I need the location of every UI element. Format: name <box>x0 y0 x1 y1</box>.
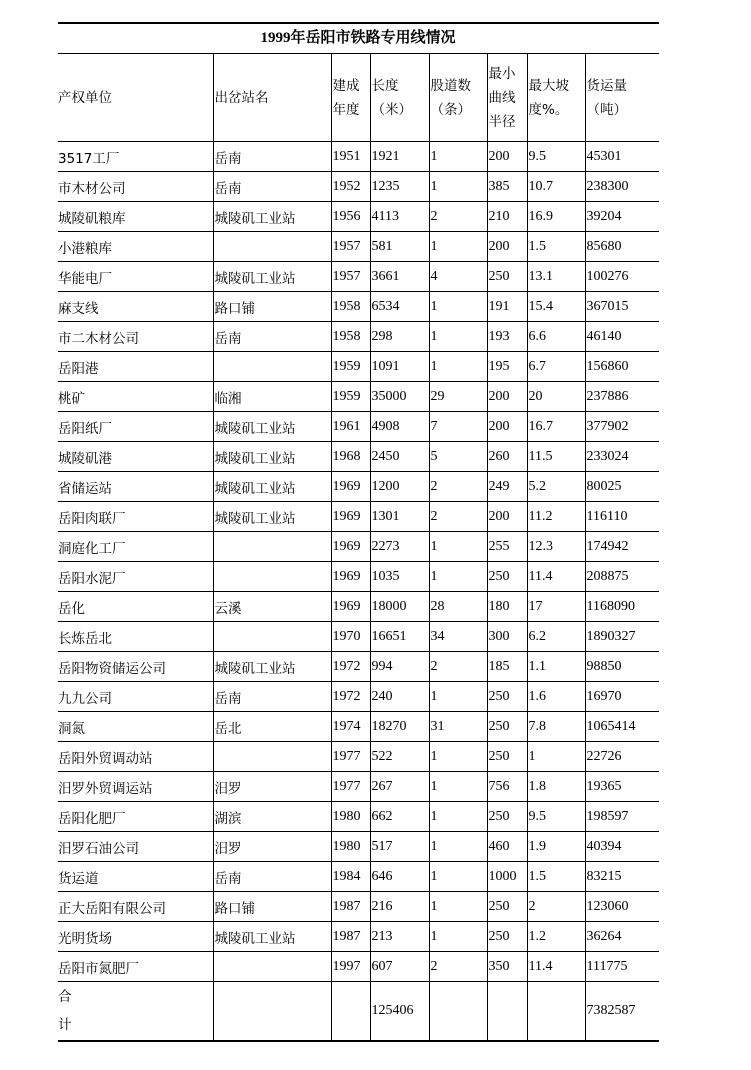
cell-station: 汨罗 <box>213 832 331 862</box>
cell-unit: 汨罗石油公司 <box>58 832 213 862</box>
total-empty-cell <box>487 982 527 1042</box>
cell-year: 1961 <box>331 412 370 442</box>
cell-slope: 6.7 <box>527 352 585 382</box>
cell-year: 1972 <box>331 682 370 712</box>
cell-station: 城陵矶工业站 <box>213 502 331 532</box>
cell-tracks: 2 <box>429 502 487 532</box>
cell-length: 2450 <box>370 442 429 472</box>
cell-tracks: 1 <box>429 532 487 562</box>
total-label <box>58 982 213 1042</box>
cell-freight: 83215 <box>585 862 659 892</box>
cell-radius: 250 <box>487 802 527 832</box>
cell-freight: 156860 <box>585 352 659 382</box>
cell-tracks: 1 <box>429 142 487 172</box>
cell-year: 1952 <box>331 172 370 202</box>
cell-tracks: 1 <box>429 352 487 382</box>
cell-station: 城陵矶工业站 <box>213 262 331 292</box>
cell-tracks: 2 <box>429 652 487 682</box>
cell-station: 临湘 <box>213 382 331 412</box>
cell-radius: 200 <box>487 232 527 262</box>
total-label-text: 合计 <box>58 989 72 1033</box>
cell-tracks: 1 <box>429 832 487 862</box>
cell-unit: 岳阳纸厂 <box>58 412 213 442</box>
cell-freight: 80025 <box>585 472 659 502</box>
cell-tracks: 4 <box>429 262 487 292</box>
cell-unit: 岳阳化肥厂 <box>58 802 213 832</box>
cell-tracks: 1 <box>429 682 487 712</box>
cell-slope: 1.5 <box>527 862 585 892</box>
cell-year: 1959 <box>331 352 370 382</box>
header-unit: 产权单位 <box>58 54 213 142</box>
table-row <box>58 532 659 562</box>
cell-slope: 9.5 <box>527 142 585 172</box>
cell-year: 1980 <box>331 832 370 862</box>
table-row <box>58 952 659 982</box>
cell-length: 1035 <box>370 562 429 592</box>
cell-slope: 11.5 <box>527 442 585 472</box>
cell-unit: 市木材公司 <box>58 172 213 202</box>
cell-unit: 岳阳外贸调动站 <box>58 742 213 772</box>
cell-unit: 岳阳肉联厂 <box>58 502 213 532</box>
cell-slope: 10.7 <box>527 172 585 202</box>
cell-unit: 长炼岳北 <box>58 622 213 652</box>
cell-radius: 350 <box>487 952 527 982</box>
cell-length: 216 <box>370 892 429 922</box>
cell-station <box>213 622 331 652</box>
cell-year: 1969 <box>331 472 370 502</box>
header-tracks: 股道数（条） <box>429 54 487 142</box>
cell-radius: 250 <box>487 682 527 712</box>
cell-station <box>213 952 331 982</box>
cell-radius: 250 <box>487 712 527 742</box>
cell-station: 岳南 <box>213 862 331 892</box>
table-row <box>58 322 659 352</box>
header-length: 长度（米） <box>370 54 429 142</box>
cell-tracks: 5 <box>429 442 487 472</box>
cell-year: 1958 <box>331 322 370 352</box>
cell-tracks: 1 <box>429 862 487 892</box>
cell-station: 岳北 <box>213 712 331 742</box>
cell-radius: 260 <box>487 442 527 472</box>
cell-radius: 180 <box>487 592 527 622</box>
cell-station: 岳南 <box>213 172 331 202</box>
table-row <box>58 232 659 262</box>
cell-slope: 17 <box>527 592 585 622</box>
cell-freight: 111775 <box>585 952 659 982</box>
cell-unit: 光明货场 <box>58 922 213 952</box>
cell-length: 1235 <box>370 172 429 202</box>
cell-radius: 250 <box>487 262 527 292</box>
cell-slope: 1.6 <box>527 682 585 712</box>
cell-station: 城陵矶工业站 <box>213 202 331 232</box>
table-row <box>58 442 659 472</box>
cell-station <box>213 232 331 262</box>
cell-length: 1091 <box>370 352 429 382</box>
cell-radius: 460 <box>487 832 527 862</box>
cell-length: 4908 <box>370 412 429 442</box>
cell-slope: 13.1 <box>527 262 585 292</box>
table-row <box>58 892 659 922</box>
cell-radius: 250 <box>487 562 527 592</box>
table-title: 1999年岳阳市铁路专用线情况 <box>260 30 456 46</box>
cell-station: 城陵矶工业站 <box>213 442 331 472</box>
cell-slope: 11.4 <box>527 562 585 592</box>
header-freight: 货运量（吨） <box>585 54 659 142</box>
cell-unit: 货运道 <box>58 862 213 892</box>
cell-freight: 1168090 <box>585 592 659 622</box>
cell-slope: 1.9 <box>527 832 585 862</box>
cell-slope: 5.2 <box>527 472 585 502</box>
cell-tracks: 28 <box>429 592 487 622</box>
total-empty-cell <box>213 982 331 1042</box>
cell-station: 岳南 <box>213 682 331 712</box>
cell-freight: 39204 <box>585 202 659 232</box>
cell-length: 1200 <box>370 472 429 502</box>
cell-length: 581 <box>370 232 429 262</box>
cell-unit: 3517工厂 <box>58 142 213 172</box>
cell-freight: 367015 <box>585 292 659 322</box>
cell-year: 1974 <box>331 712 370 742</box>
cell-unit: 汨罗外贸调运站 <box>58 772 213 802</box>
cell-length: 662 <box>370 802 429 832</box>
cell-length: 646 <box>370 862 429 892</box>
table-row <box>58 472 659 502</box>
cell-tracks: 7 <box>429 412 487 442</box>
cell-tracks: 1 <box>429 562 487 592</box>
cell-station: 城陵矶工业站 <box>213 922 331 952</box>
cell-slope: 1 <box>527 742 585 772</box>
cell-station <box>213 742 331 772</box>
cell-tracks: 1 <box>429 292 487 322</box>
header-station: 出岔站名 <box>213 54 331 142</box>
cell-freight: 19365 <box>585 772 659 802</box>
cell-tracks: 2 <box>429 952 487 982</box>
cell-radius: 1000 <box>487 862 527 892</box>
header-row <box>58 54 659 142</box>
cell-length: 1921 <box>370 142 429 172</box>
cell-freight: 377902 <box>585 412 659 442</box>
cell-year: 1977 <box>331 772 370 802</box>
cell-unit: 洞庭化工厂 <box>58 532 213 562</box>
cell-unit: 岳阳市氮肥厂 <box>58 952 213 982</box>
cell-station: 城陵矶工业站 <box>213 652 331 682</box>
cell-freight: 174942 <box>585 532 659 562</box>
cell-length: 298 <box>370 322 429 352</box>
cell-year: 1969 <box>331 532 370 562</box>
cell-station: 岳南 <box>213 322 331 352</box>
cell-slope: 12.3 <box>527 532 585 562</box>
cell-radius: 385 <box>487 172 527 202</box>
cell-slope: 20 <box>527 382 585 412</box>
cell-year: 1987 <box>331 892 370 922</box>
table-row <box>58 682 659 712</box>
table-row <box>58 802 659 832</box>
cell-year: 1997 <box>331 952 370 982</box>
cell-length: 18270 <box>370 712 429 742</box>
cell-tracks: 34 <box>429 622 487 652</box>
cell-tracks: 29 <box>429 382 487 412</box>
cell-freight: 116110 <box>585 502 659 532</box>
cell-tracks: 1 <box>429 172 487 202</box>
cell-length: 1301 <box>370 502 429 532</box>
cell-tracks: 1 <box>429 922 487 952</box>
cell-unit: 岳阳水泥厂 <box>58 562 213 592</box>
cell-length: 240 <box>370 682 429 712</box>
cell-year: 1969 <box>331 502 370 532</box>
cell-tracks: 1 <box>429 322 487 352</box>
cell-length: 6534 <box>370 292 429 322</box>
cell-slope: 1.5 <box>527 232 585 262</box>
cell-length: 517 <box>370 832 429 862</box>
cell-length: 16651 <box>370 622 429 652</box>
cell-unit: 华能电厂 <box>58 262 213 292</box>
cell-year: 1957 <box>331 262 370 292</box>
cell-freight: 1065414 <box>585 712 659 742</box>
cell-radius: 250 <box>487 922 527 952</box>
cell-length: 522 <box>370 742 429 772</box>
cell-slope: 6.6 <box>527 322 585 352</box>
cell-freight: 40394 <box>585 832 659 862</box>
cell-slope: 1.2 <box>527 922 585 952</box>
cell-radius: 200 <box>487 142 527 172</box>
cell-tracks: 1 <box>429 772 487 802</box>
cell-freight: 208875 <box>585 562 659 592</box>
table-row <box>58 292 659 322</box>
cell-radius: 250 <box>487 742 527 772</box>
cell-unit: 桃矿 <box>58 382 213 412</box>
cell-tracks: 1 <box>429 742 487 772</box>
cell-unit: 城陵矶港 <box>58 442 213 472</box>
cell-slope: 11.2 <box>527 502 585 532</box>
cell-radius: 300 <box>487 622 527 652</box>
table-row <box>58 742 659 772</box>
cell-slope: 16.7 <box>527 412 585 442</box>
cell-length: 213 <box>370 922 429 952</box>
cell-slope: 15.4 <box>527 292 585 322</box>
cell-station <box>213 352 331 382</box>
cell-slope: 1.1 <box>527 652 585 682</box>
table-row <box>58 352 659 382</box>
cell-freight: 16970 <box>585 682 659 712</box>
cell-radius: 191 <box>487 292 527 322</box>
table-row <box>58 502 659 532</box>
cell-length: 35000 <box>370 382 429 412</box>
cell-radius: 195 <box>487 352 527 382</box>
cell-year: 1987 <box>331 922 370 952</box>
cell-unit: 正大岳阳有限公司 <box>58 892 213 922</box>
cell-freight: 22726 <box>585 742 659 772</box>
cell-radius: 210 <box>487 202 527 232</box>
cell-unit: 小港粮库 <box>58 232 213 262</box>
cell-station: 路口铺 <box>213 892 331 922</box>
cell-station <box>213 562 331 592</box>
total-empty-cell <box>429 982 487 1042</box>
cell-unit: 岳化 <box>58 592 213 622</box>
header-radius: 最小曲线半径 <box>487 54 527 142</box>
cell-unit: 麻支线 <box>58 292 213 322</box>
cell-length: 4113 <box>370 202 429 232</box>
cell-unit: 九九公司 <box>58 682 213 712</box>
cell-station: 汨罗 <box>213 772 331 802</box>
cell-unit: 岳阳港 <box>58 352 213 382</box>
cell-length: 18000 <box>370 592 429 622</box>
cell-slope: 11.4 <box>527 952 585 982</box>
cell-radius: 200 <box>487 502 527 532</box>
cell-year: 1958 <box>331 292 370 322</box>
cell-radius: 250 <box>487 892 527 922</box>
cell-unit: 城陵矶粮库 <box>58 202 213 232</box>
header-slope: 最大坡度%。 <box>527 54 585 142</box>
cell-unit: 省储运站 <box>58 472 213 502</box>
cell-year: 1970 <box>331 622 370 652</box>
table-row <box>58 202 659 232</box>
cell-station: 城陵矶工业站 <box>213 472 331 502</box>
table-row <box>58 772 659 802</box>
cell-station: 城陵矶工业站 <box>213 412 331 442</box>
cell-station: 云溪 <box>213 592 331 622</box>
cell-freight: 237886 <box>585 382 659 412</box>
cell-tracks: 31 <box>429 712 487 742</box>
table-row <box>58 412 659 442</box>
cell-slope: 7.8 <box>527 712 585 742</box>
cell-year: 1959 <box>331 382 370 412</box>
cell-freight: 123060 <box>585 892 659 922</box>
cell-slope: 6.2 <box>527 622 585 652</box>
cell-length: 994 <box>370 652 429 682</box>
cell-year: 1951 <box>331 142 370 172</box>
cell-year: 1969 <box>331 592 370 622</box>
cell-freight: 233024 <box>585 442 659 472</box>
cell-radius: 200 <box>487 382 527 412</box>
railway-table <box>58 53 659 1042</box>
table-row <box>58 712 659 742</box>
cell-slope: 1.8 <box>527 772 585 802</box>
table-row <box>58 172 659 202</box>
total-row <box>58 982 659 1042</box>
cell-freight: 85680 <box>585 232 659 262</box>
table-row <box>58 562 659 592</box>
cell-freight: 100276 <box>585 262 659 292</box>
cell-tracks: 2 <box>429 472 487 502</box>
cell-year: 1956 <box>331 202 370 232</box>
cell-slope: 9.5 <box>527 802 585 832</box>
cell-year: 1977 <box>331 742 370 772</box>
total-freight: 7382587 <box>585 982 659 1042</box>
cell-tracks: 2 <box>429 202 487 232</box>
cell-length: 607 <box>370 952 429 982</box>
total-empty-cell <box>527 982 585 1042</box>
cell-freight: 1890327 <box>585 622 659 652</box>
cell-freight: 45301 <box>585 142 659 172</box>
cell-unit: 洞氮 <box>58 712 213 742</box>
table-row <box>58 622 659 652</box>
cell-radius: 756 <box>487 772 527 802</box>
table-row <box>58 262 659 292</box>
cell-tracks: 1 <box>429 892 487 922</box>
cell-unit: 岳阳物资储运公司 <box>58 652 213 682</box>
cell-freight: 98850 <box>585 652 659 682</box>
cell-length: 267 <box>370 772 429 802</box>
cell-station: 湖滨 <box>213 802 331 832</box>
cell-station: 路口铺 <box>213 292 331 322</box>
cell-freight: 46140 <box>585 322 659 352</box>
cell-radius: 200 <box>487 412 527 442</box>
cell-year: 1968 <box>331 442 370 472</box>
table-row <box>58 592 659 622</box>
cell-length: 3661 <box>370 262 429 292</box>
cell-slope: 2 <box>527 892 585 922</box>
total-empty-cell <box>331 982 370 1042</box>
header-year: 建成年度 <box>331 54 370 142</box>
cell-freight: 198597 <box>585 802 659 832</box>
cell-radius: 255 <box>487 532 527 562</box>
cell-radius: 249 <box>487 472 527 502</box>
table-row <box>58 382 659 412</box>
table-row <box>58 862 659 892</box>
cell-freight: 238300 <box>585 172 659 202</box>
table-row <box>58 922 659 952</box>
cell-length: 2273 <box>370 532 429 562</box>
cell-year: 1969 <box>331 562 370 592</box>
cell-year: 1957 <box>331 232 370 262</box>
cell-tracks: 1 <box>429 802 487 832</box>
cell-station: 岳南 <box>213 142 331 172</box>
cell-radius: 193 <box>487 322 527 352</box>
table-row <box>58 142 659 172</box>
cell-station <box>213 532 331 562</box>
table-row <box>58 832 659 862</box>
cell-unit: 市二木材公司 <box>58 322 213 352</box>
table-row <box>58 652 659 682</box>
cell-year: 1980 <box>331 802 370 832</box>
cell-radius: 185 <box>487 652 527 682</box>
cell-slope: 16.9 <box>527 202 585 232</box>
total-length: 125406 <box>370 982 429 1042</box>
cell-year: 1984 <box>331 862 370 892</box>
cell-year: 1972 <box>331 652 370 682</box>
cell-tracks: 1 <box>429 232 487 262</box>
cell-freight: 36264 <box>585 922 659 952</box>
